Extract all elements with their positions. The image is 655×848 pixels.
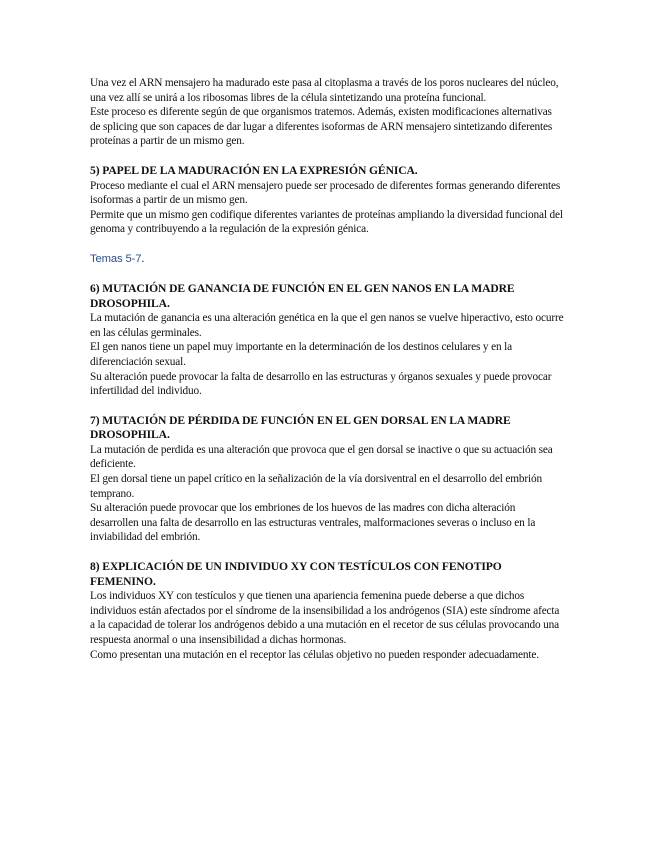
section-6-heading: 6) MUTACIÓN DE GANANCIA DE FUNCIÓN EN EL GEN NANOS EN LA MADRE DROSOPHILA. [90, 281, 515, 310]
intro-paragraph-1: Una vez el ARN mensajero ha madurado este pasa al citoplasma a través de los poros nucleares del núcleo, una vez allí se unirá a los ribosomas libres de la célula sintetizando una proteína funcional. [90, 77, 559, 104]
section-5-paragraph-1: Proceso mediante el cual el ARN mensajero puede ser procesado de diferentes formas generando diferentes isoformas a partir de un mismo gen. [90, 179, 561, 207]
section-6-paragraph-2: El gen nanos tiene un papel muy importante en la determinación de los destinos celulares y en la diferenciación sexual. [90, 341, 512, 368]
section-7-paragraph-3: Su alteración puede provocar que los embriones de los huevos de las madres con dicha alteración desarrollen una falta de desarrollo en las estructuras ventrales, malformaciones severas o incluso en la inviabilidad del embrión. [90, 502, 536, 544]
section-5-heading: 5) PAPEL DE LA MADURACIÓN EN LA EXPRESIÓN GÉNICA. [90, 163, 418, 177]
temas-link: Temas 5-7 [90, 252, 142, 265]
section-6-paragraph-1: La mutación de ganancia es una alteración genética en la que el gen nanos se vuelve hiperactivo, esto ocurre en las células germinales. [90, 312, 564, 339]
section-7-heading: 7) MUTACIÓN DE PÉRDIDA DE FUNCIÓN EN EL GEN DORSAL EN LA MADRE DROSOPHILA. [90, 413, 511, 442]
section-8-paragraph-2: Como presentan una mutación en el receptor las células objetivo no pueden responder adecuadamente. [90, 648, 539, 661]
temas-period: . [141, 252, 145, 265]
intro-paragraph-2: Este proceso es diferente según de que organismos tratemos. Además, existen modificaciones alternativas de splicing que son capaces de dar lugar a diferentes isoformas de ARN mensajero sintetizando diferentes proteínas a partir de un mismo gen. [90, 106, 553, 148]
temas-label [90, 252, 564, 267]
section-6-paragraph-3: Su alteración puede provocar la falta de desarrollo en las estructuras y órganos sexuales y puede provocar infertilidad del individuo. [90, 370, 552, 398]
document-body [90, 76, 564, 662]
section-7-paragraph-1: La mutación de perdida es una alteración que provoca que el gen dorsal se inactive o que su actuación sea deficiente. [90, 443, 553, 471]
section-5-paragraph-2: Permite que un mismo gen codifique diferentes variantes de proteínas ampliando la diversidad funcional del genoma y contribuyendo a la regulación de la expresión génica. [90, 208, 563, 236]
section-8-paragraph-1: Los individuos XY con testículos y que tienen una apariencia femenina puede deberse a que dichos individuos están afectados por el síndrome de la insensibilidad a los andrógenos (SIA) este síndrome afecta a la capacidad de tolerar los andrógenos debido a una mutación en el recetor de sus células provocando una respuesta anormal o una insensibilidad a dichas hormonas. [90, 590, 560, 646]
section-8-heading: 8) EXPLICACIÓN DE UN INDIVIDUO XY CON TESTÍCULOS CON FENOTIPO FEMENINO. [90, 560, 502, 588]
section-7-paragraph-2: El gen dorsal tiene un papel crítico en la señalización de la vía dorsiventral en el desarrollo del embrión temprano. [90, 473, 542, 500]
